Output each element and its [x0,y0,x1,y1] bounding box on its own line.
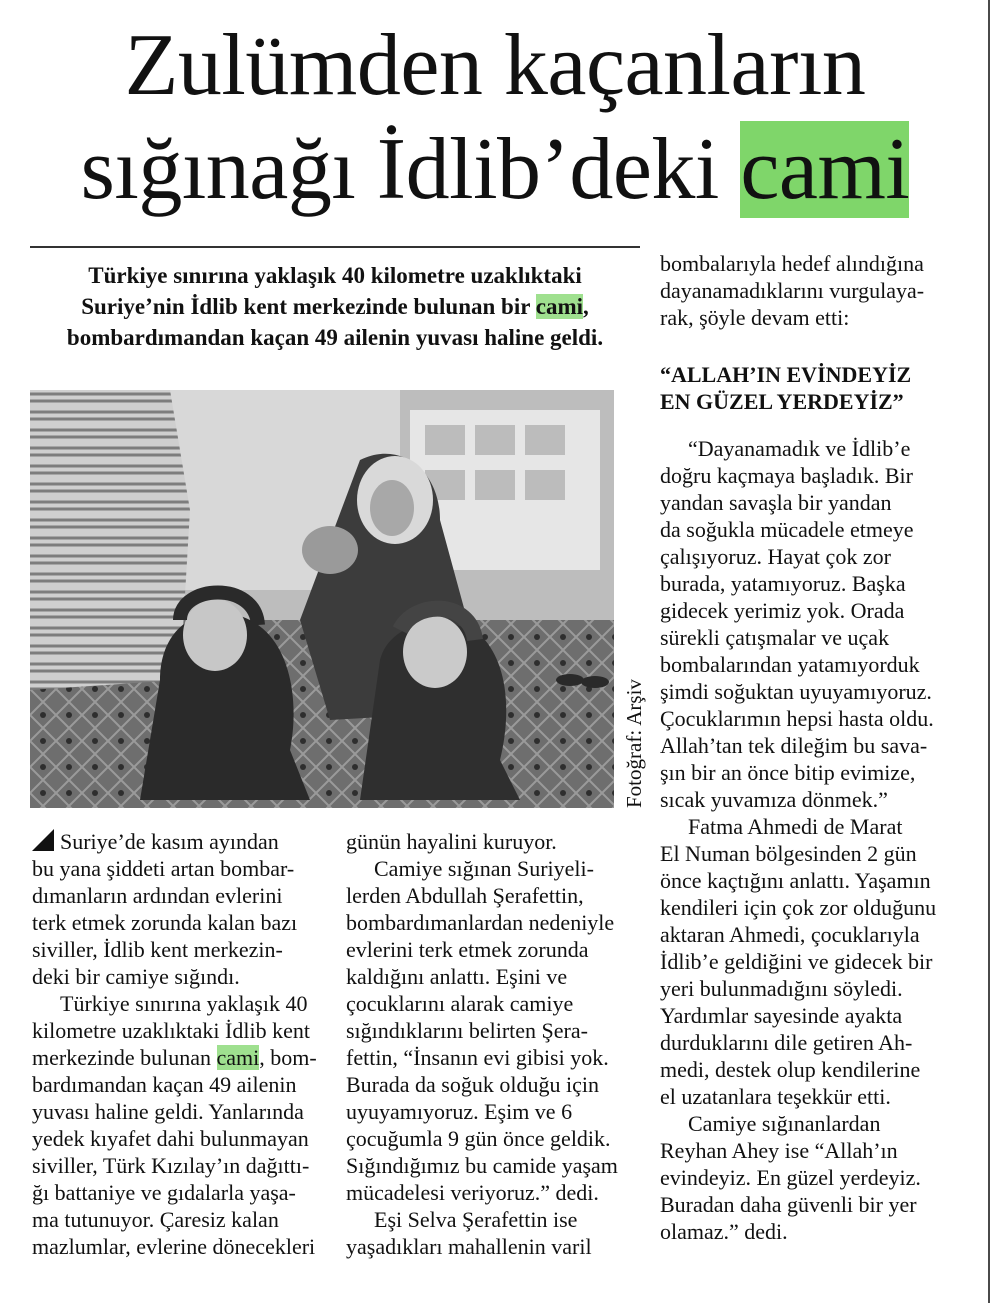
lead-line-2-text: Suriye’nin İdlib kent merkezinde bulunan bir [81,294,536,319]
photo-illustration [30,390,614,808]
lead-line-2 [30,291,640,322]
headline [0,14,990,222]
col3-line: bombalarıyla hedef alındığına [660,251,924,276]
col3-line: aktaran Ahmedi, çocuklarıyla [660,922,920,947]
col2-line: fettin, “İnsanın evi gibisi yok. [346,1045,609,1070]
news-photo [30,390,614,808]
col3-line: Buradan daha güvenli bir yer [660,1192,917,1217]
lead-line-3: bombardımandan kaçan 49 ailenin yuvası haline geldi. [66,325,604,350]
col1-line: deki bir camiye sığındı. [32,964,240,989]
headline-line-2 [0,118,990,222]
col2-line: kaldığını anlattı. Eşini ve [346,964,568,989]
col3-line: sürekli çatışmalar ve uçak [660,625,890,650]
col3-line: İdlib’e geldiğini ve gidecek bir [660,949,933,974]
col2-line: Sığındığımız bu camide yaşam [346,1153,618,1178]
lead-line-2-end: , [583,294,589,319]
col3-line: bombalarından yatamıyorduk [660,652,920,677]
col2-line: evlerini terk etmek zorunda [346,937,589,962]
col3-line: kendileri için çok zor olduğunu [660,895,937,920]
col3-subheading: “ALLAH’IN EVİNDEYİZ [660,362,912,387]
col3-line: Allah’tan tek dileğim bu sava- [660,733,928,758]
col3-line: dayanamadıklarını vurgulaya- [660,278,925,303]
col1-line: ma tutunuyor. Çaresiz kalan [32,1207,279,1232]
col1-line-text: Suriye’de kasım ayından [60,829,279,854]
col3-line: medi, destek olup kendilerine [660,1057,921,1082]
col2-line: bombardımanlardan nedeniyle [346,910,615,935]
col2-line: Eşi Selva Şerafettin ise [374,1207,578,1232]
headline-rule [30,246,640,248]
col1-line [32,1044,332,1071]
col3-line: şimdi soğuktan uyuyamıyoruz. [660,679,932,704]
headline-line-2-text: sığınağı İdlib’deki [80,121,741,218]
col3-line: Camiye sığınanlardan [688,1111,881,1136]
col1-line: dımanların ardından evlerini [32,883,283,908]
col1-line [32,828,332,855]
col3-line: Reyhan Ahey ise “Allah’ın [660,1138,898,1163]
col3-line: Yardımlar sayesinde ayakta [660,1003,903,1028]
col1-line-text: merkezinde bulunan [32,1045,217,1070]
col3-line: evindeyiz. En güzel yerdeyiz. [660,1165,921,1190]
col1-line: Türkiye sınırına yaklaşık 40 [60,991,308,1016]
col1-highlight: cami [216,1045,260,1070]
col3-line: sıcak yuvamıza dönmek.” [660,787,888,812]
col2-line: Burada da soğuk olduğu için [346,1072,599,1097]
col3-line: yeri bulunmadığını söyledi. [660,976,903,1001]
col1-line: kilometre uzaklıktaki İdlib kent [32,1018,310,1043]
col3-line: durduklarını dile getiren Ah- [660,1030,913,1055]
lead-highlight: cami [535,294,584,319]
col3-line: olamaz.” dedi. [660,1219,788,1244]
col1-line: yuvası haline geldi. Yanlarında [32,1099,304,1124]
col1-line: siviller, İdlib kent merkezin- [32,937,283,962]
photo-credit: Fotoğraf: Arşiv [622,679,646,808]
col2-line: mücadelesi veriyoruz.” dedi. [346,1180,599,1205]
col1-line-end: , bom- [259,1045,317,1070]
col2-line: yaşadıkları mahallenin varil [346,1234,592,1259]
col1-line: mazlumlar, evlerine dönecekleri [32,1234,316,1259]
col3-line: rak, şöyle devam etti: [660,305,850,330]
col3-line: şın bir an önce bitip evimize, [660,760,916,785]
col3-line: da soğukla mücadele etmeye [660,517,914,542]
col3-line: doğru kaçmaya başladık. Bir [660,463,913,488]
col3-subheading: EN GÜZEL YERDEYİZ” [660,389,904,414]
body-column-1 [32,828,332,1260]
col3-line: Çocuklarımın hepsi hasta oldu. [660,706,934,731]
col3-line: “Dayanamadık ve İdlib’e [688,436,911,461]
col2-line: uyuyamıyoruz. Eşim ve 6 [346,1099,573,1124]
col1-line: siviller, Türk Kızılay’ın dağıttı- [32,1153,310,1178]
body-column-3 [660,250,960,1245]
col3-line: önce kaçtığını anlattı. Yaşamın [660,868,931,893]
col1-line: terk etmek zorunda kalan bazı [32,910,298,935]
triangle-bullet-icon [32,829,54,851]
lead-line-1: Türkiye sınırına yaklaşık 40 kilometre uzaklıktaki [88,263,582,288]
col1-line: yedek kıyafet dahi bulunmayan [32,1126,309,1151]
col2-line: çocuklarını alarak camiye [346,991,574,1016]
col2-line: lerden Abdullah Şerafettin, [346,883,584,908]
body-column-2 [346,828,646,1260]
headline-highlight: cami [740,121,910,218]
col2-line: çocuğumla 9 gün önce geldik. [346,1126,611,1151]
col3-line: Fatma Ahmedi de Marat [688,814,903,839]
lead-paragraph [30,260,640,353]
col3-line: burada, yatamıyoruz. Başka [660,571,906,596]
col3-line: yandan savaşla bir yandan [660,490,892,515]
col1-line: bardımandan kaçan 49 ailenin [32,1072,297,1097]
col3-line: el uzatanlara teşekkür etti. [660,1084,891,1109]
headline-line-1: Zulümden kaçanların [124,17,866,114]
col3-line: gidecek yerimiz yok. Orada [660,598,905,623]
col2-line: Camiye sığınan Suriyeli- [374,856,594,881]
col1-line: bu yana şiddeti artan bombar- [32,856,295,881]
col2-line: sığındıklarını belirten Şera- [346,1018,588,1043]
col1-line: ğı battaniye ve gıdalarla yaşa- [32,1180,296,1205]
col3-line: çalışıyoruz. Hayat çok zor [660,544,891,569]
col3-line: El Numan bölgesinden 2 gün [660,841,917,866]
col2-line: günün hayalini kuruyor. [346,829,557,854]
